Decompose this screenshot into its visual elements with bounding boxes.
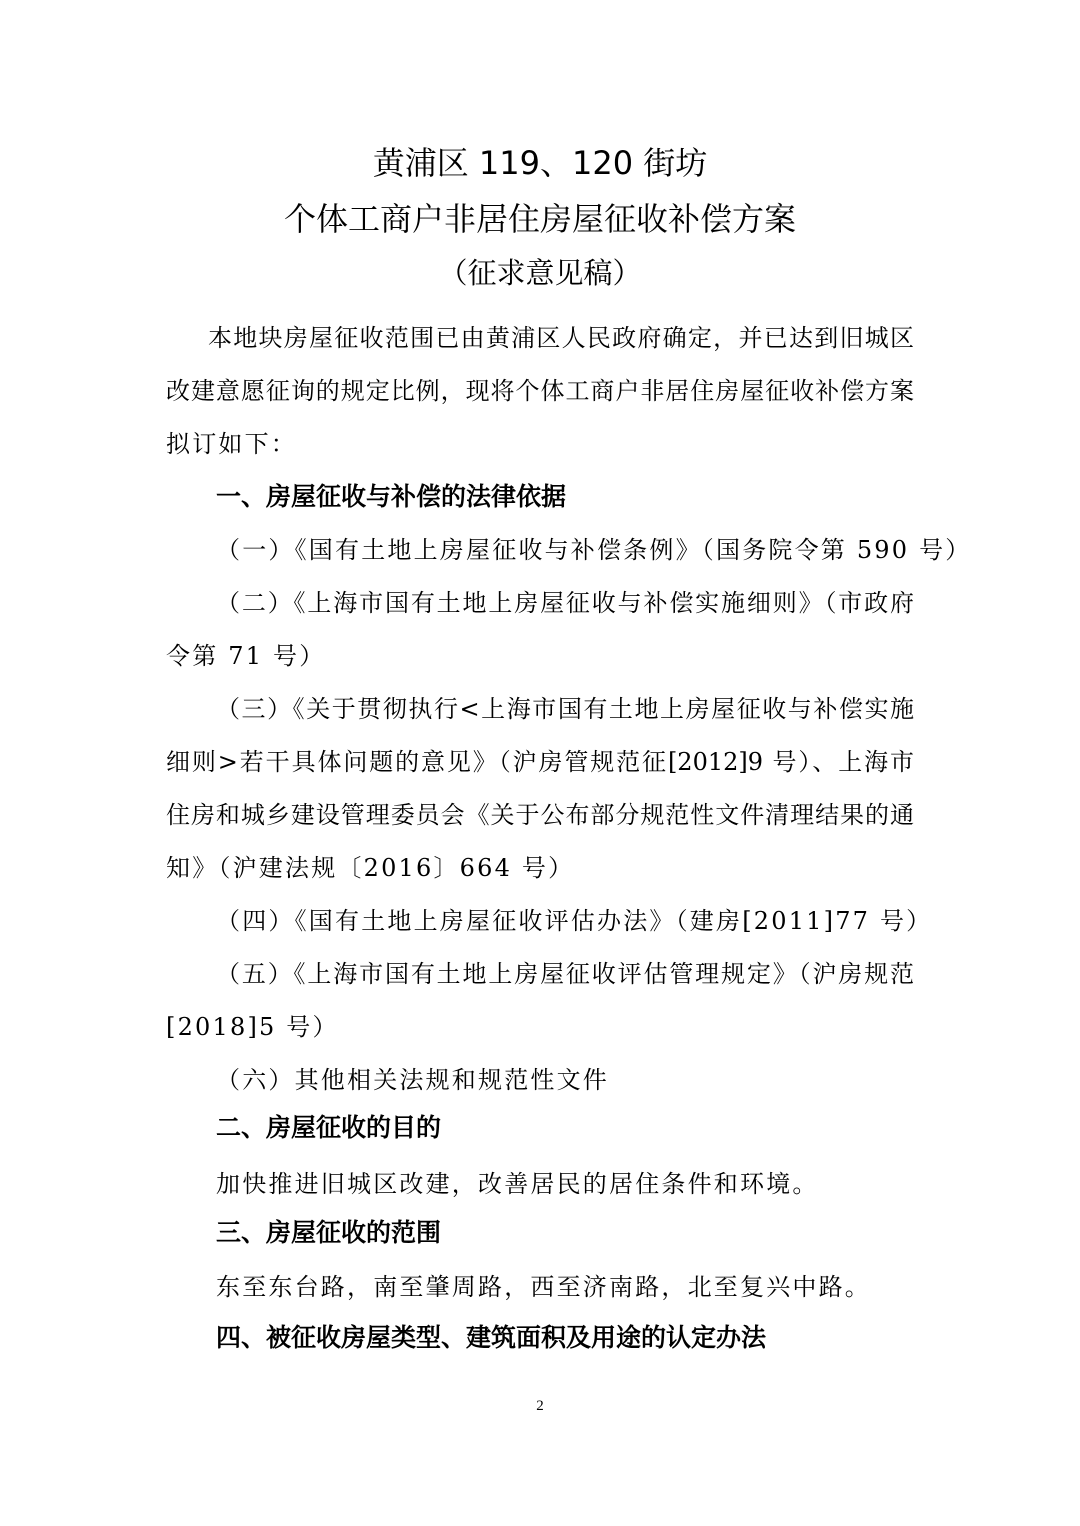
law-item-3-line-3: 住房和城乡建设管理委员会《关于公布部分规范性文件清理结果的通 [166, 801, 914, 829]
page-number: 2 [536, 1398, 544, 1414]
law-item-5-line-1: （五）《上海市国有土地上房屋征收评估管理规定》（沪房规范 [216, 960, 914, 988]
law-item-6: （六）其他相关法规和规范性文件 [216, 1066, 609, 1094]
law-item-1: （一）《国有土地上房屋征收与补偿条例》（国务院令第 590 号） [216, 536, 972, 564]
law-item-3-line-1: （三）《关于贯彻执行<上海市国有土地上房屋征收与补偿实施 [216, 695, 914, 723]
intro-line-1: 本地块房屋征收范围已由黄浦区人民政府确定，并已达到旧城区 [208, 324, 914, 352]
law-item-2-line-1: （二）《上海市国有土地上房屋征收与补偿实施细则》（市政府 [216, 589, 914, 617]
law-item-4: （四）《国有土地上房屋征收评估办法》（建房[2011]77 号） [216, 907, 933, 935]
intro-line-2: 改建意愿征询的规定比例，现将个体工商户非居住房屋征收补偿方案 [166, 377, 914, 405]
law-item-2-line-2: 令第 71 号） [166, 642, 326, 670]
section-3-heading: 三、房屋征收的范围 [216, 1218, 442, 1247]
law-item-3-line-2: 细则>若干具体问题的意见》（沪房管规范征[2012]9 号）、上海市 [166, 748, 914, 776]
law-item-5-line-2: [2018]5 号） [166, 1013, 339, 1041]
section-3-text: 东至东台路，南至肇周路，西至济南路，北至复兴中路。 [216, 1273, 871, 1301]
law-item-3-line-4: 知》（沪建法规〔2016〕664 号） [166, 854, 575, 882]
section-2-text: 加快推进旧城区改建，改善居民的居住条件和环境。 [216, 1170, 819, 1198]
document-title-line-1: 黄浦区 119、120 街坊 [372, 144, 708, 182]
section-2-heading: 二、房屋征收的目的 [216, 1113, 442, 1142]
section-1-heading: 一、房屋征收与补偿的法律依据 [216, 482, 567, 511]
section-4-heading: 四、被征收房屋类型、建筑面积及用途的认定办法 [216, 1323, 767, 1352]
document-title-line-2: 个体工商户非居住房屋征收补偿方案 [283, 200, 796, 238]
document-subtitle: （征求意见稿） [438, 256, 642, 290]
intro-line-3: 拟订如下： [166, 430, 297, 458]
